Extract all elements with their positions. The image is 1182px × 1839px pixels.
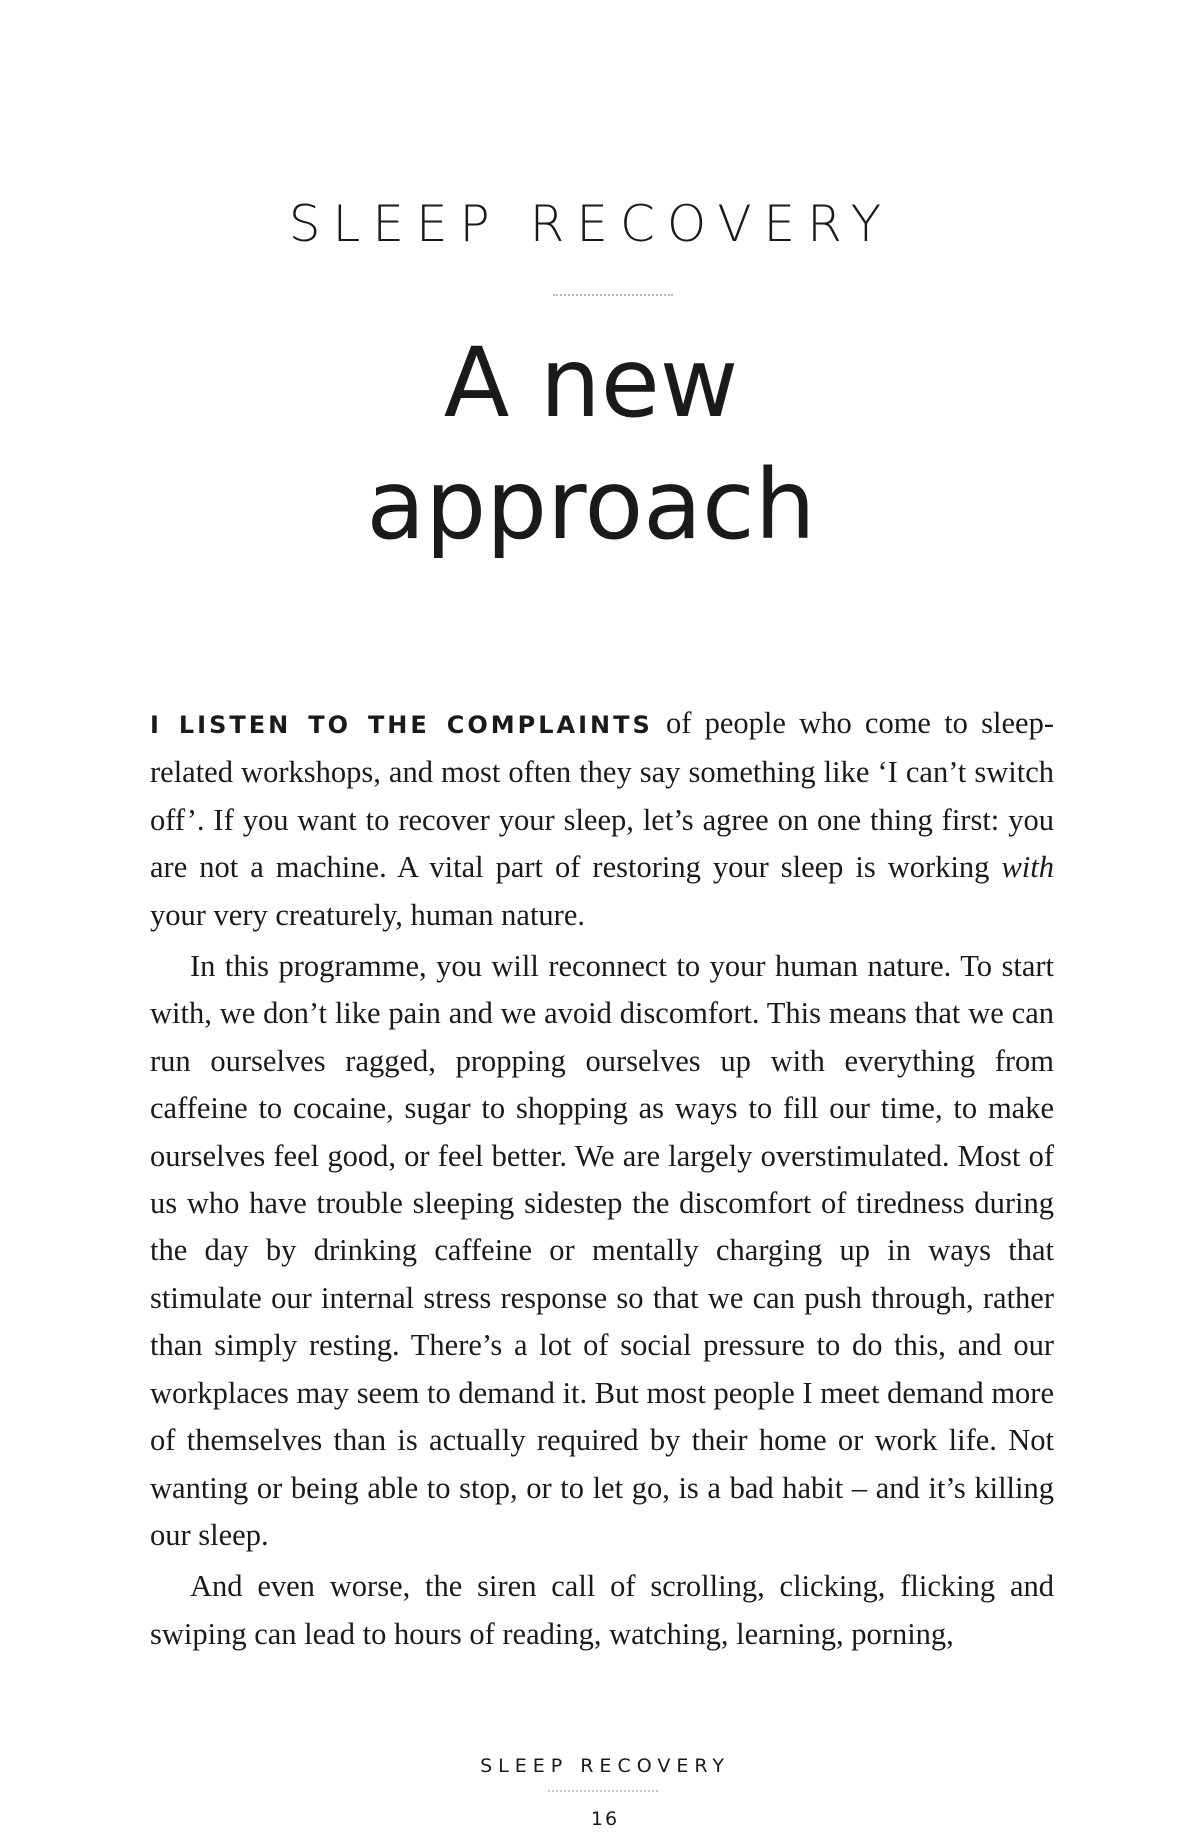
paragraph-1-text-a: of people who come to sleep-related workshops, and most often they say something like ‘I can’t switch off’. If you want to recover your sleep, let’s agree on one thing first: you are not a machine. A vital part of restoring your sleep is working [150,706,1054,885]
body-text [150,700,1054,1658]
footer-divider [548,1790,658,1792]
paragraph-2: In this programme, you will reconnect to your human nature. To start with, we don’t like pain and we avoid discomfort. This means that we can run ourselves ragged, propping ourselves up with everything from caffeine to cocaine, sugar to shopping as ways to fill our time, to make ourselves feel good, or feel better. We are largely overstimulated. Most of us who have trouble sleeping sidestep the discomfort of tiredness during the day by drinking caffeine or mentally charging up in ways that stimulate our internal stress response so that we can push through, rather than simply resting. There’s a lot of social pressure to do this, and our workplaces may seem to demand it. But most people I meet demand more of themselves than is actually required by their home or work life. Not wanting or being able to stop, or to let go, is a bad habit – and it’s killing our sleep. [150,949,1054,1552]
page-number: 16 [590,1808,620,1830]
chapter-title-line-1: A new [443,327,739,439]
paragraph-1-text-b: your very creaturely, human nature. [150,897,585,932]
chapter-running-head: SLEEP RECOVERY [288,195,894,253]
paragraph-1 [150,700,1054,939]
paragraph-1-emphasis: with [1001,850,1054,885]
footer-running-head: SLEEP RECOVERY [480,1755,730,1777]
chapter-title [0,322,1182,566]
header-divider [553,294,673,296]
chapter-title-line-2: approach [366,449,816,561]
paragraph-lead-in: I LISTEN TO THE COMPLAINTS [150,711,653,739]
paragraph-3: And even worse, the siren call of scrolling, clicking, flicking and swiping can lead to hours of reading, watching, learning, porning, [150,1569,1054,1651]
